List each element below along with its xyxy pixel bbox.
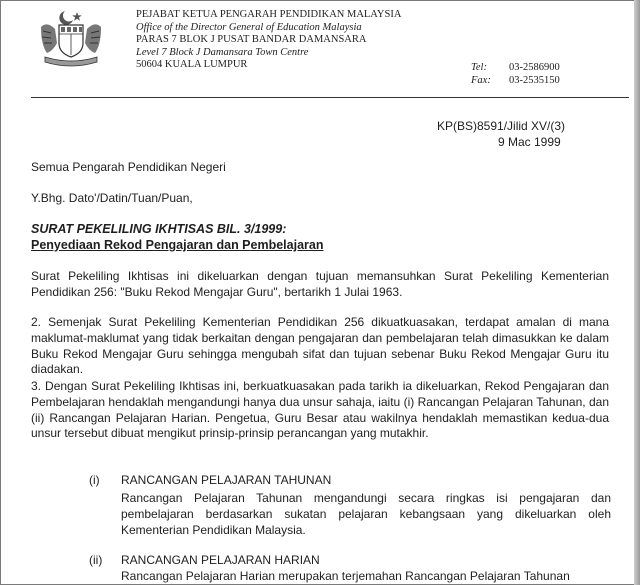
tel-label: Tel:: [471, 62, 487, 73]
letterhead-address: [136, 9, 456, 72]
item-title: RANCANGAN PELAJARAN HARIAN: [121, 553, 320, 567]
subject-heading: SURAT PEKELILING IKHTISAS BIL. 3/1999:: [31, 222, 287, 236]
letterhead-postcode-city: 50604 KUALA LUMPUR: [136, 59, 248, 70]
recipient: Semua Pengarah Pendidikan Negeri: [31, 160, 226, 174]
tel-number: 03-2586900: [509, 62, 560, 73]
letterhead-office-name: PEJABAT KETUA PENGARAH PENDIDIKAN MALAYSIA: [136, 9, 402, 20]
item-body: Rancangan Pelajaran Tahunan mengandungi secara ringkas isi pengajaran dan pembelajaran berdasarkan sukatan pelajaran kebangsaan yang dikeluarkan oleh Kementerian Pendidikan Malaysia.: [121, 491, 611, 537]
item-body: Rancangan Pelajaran Harian merupakan terjemahan Rancangan Pelajaran Tahunan: [121, 569, 570, 583]
letterhead-contact: [471, 61, 601, 87]
subject-title: Penyediaan Rekod Pengajaran dan Pembelajaran: [31, 238, 324, 252]
paragraph-3: 3. Dengan Surat Pekeliling Ikhtisas ini, berkuatkuasakan pada tarikh ia dikeluarkan, Rekod Pengajaran dan Pembelajaran hendaklah mengandungi hanya dua unsur sahaja, iaitu (i) Rancangan Pelajaran Tahunan, dan (ii) Rancangan Pelajaran Harian. Pengetua, Guru Besar atau wakilnya hendaklah memastikan kedua-dua unsur tersebut dibuat mengikut prinsip-prinsip perancangan yang mutakhir.: [31, 379, 609, 441]
malaysia-coat-of-arms-icon: [31, 7, 111, 67]
item-number: (i): [89, 473, 100, 487]
item-number: (ii): [89, 553, 103, 567]
paragraph-1: Surat Pekeliling Ikhtisas ini dikeluarkan dengan tujuan memansuhkan Surat Pekeliling Kementerian Pendidikan 256: "Buku Rekod Mengajar Guru", bertarikh 1 Julai 1963.: [31, 269, 609, 299]
letter-date: 9 Mac 1999: [498, 135, 561, 149]
letterhead-address-line: PARAS 7 BLOK J PUSAT BANDAR DAMANSARA: [136, 34, 367, 45]
paragraph-2: 2. Semenjak Surat Pekeliling Kementerian Pendidikan 256 dikuatkuasakan, terdapat amalan di mana maklumat-maklumat yang tidak berkaitan dengan pengajaran dan pembelajaran telah dimasukkan ke dalam Buku Rekod Mengajar Guru sehingga mengubah sifat dan tujuan sebenar Buku Rekod Mengajar Guru itu diadakan.: [31, 315, 609, 377]
fax-label: Fax:: [471, 75, 491, 86]
page-edge-shadow: [634, 0, 640, 585]
salutation: Y.Bhg. Dato'/Datin/Tuan/Puan,: [31, 191, 193, 205]
reference-number: KP(BS)8591/Jilid XV/(3): [437, 119, 566, 133]
letterhead-address-line-english: Level 7 Block J Damansara Town Centre: [136, 46, 309, 58]
item-title: RANCANGAN PELAJARAN TAHUNAN: [121, 473, 332, 487]
letterhead-divider: [31, 97, 629, 98]
letterhead-office-name-english: Office of the Director General of Education Malaysia: [136, 21, 362, 33]
fax-number: 03-2535150: [509, 75, 560, 86]
